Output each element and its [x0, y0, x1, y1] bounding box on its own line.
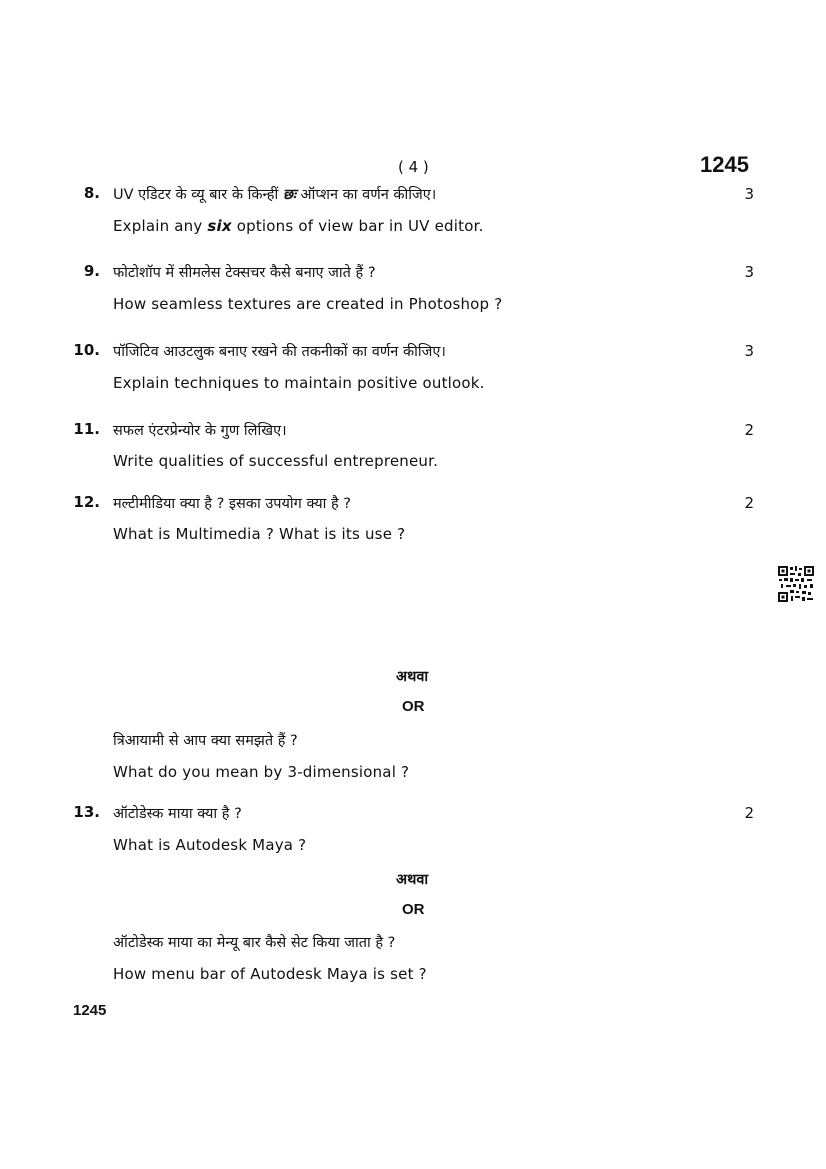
question-8-english-pre: Explain any: [113, 217, 208, 235]
question-12-english: What is Multimedia ? What is its use ?: [113, 525, 406, 543]
question-10-hindi: पॉजिटिव आउटलुक बनाए रखने की तकनीकों का वर्णन कीजिए।: [113, 344, 446, 360]
question-13-hindi: ऑटोडेस्क माया क्या है ?: [113, 806, 242, 822]
question-8-hindi: [113, 184, 436, 204]
question-13-alt-hindi: ऑटोडेस्क माया का मेन्यू बार कैसे सेट किया जाता है ?: [113, 935, 396, 951]
question-12-marks: 2: [744, 494, 754, 512]
question-10-marks: 3: [744, 342, 754, 360]
question-13-or-hindi: अथवा: [396, 872, 429, 888]
question-number-13: 13.: [73, 803, 100, 821]
question-8-hindi-pre: UV एडिटर के व्यू बार के किन्हीं: [113, 187, 283, 203]
question-number-12: 12.: [73, 493, 100, 511]
question-8-hindi-emph: छः: [282, 187, 296, 203]
qr-code-icon: [777, 565, 815, 603]
question-number-8: 8.: [83, 184, 100, 202]
question-11-hindi: सफल एंटरप्रेन्योर के गुण लिखिए।: [113, 423, 287, 439]
question-number-11: 11.: [73, 420, 100, 438]
question-8-english: [113, 217, 484, 235]
question-8-marks: 3: [744, 185, 754, 203]
question-13-alt-english: How menu bar of Autodesk Maya is set ?: [113, 965, 427, 983]
question-8-english-post: options of view bar in UV editor.: [231, 217, 484, 235]
question-13-marks: 2: [744, 804, 754, 822]
question-11-marks: 2: [744, 421, 754, 439]
question-12-or-hindi: अथवा: [396, 669, 429, 685]
question-13-or-english: OR: [402, 901, 425, 918]
paper-code-footer: 1245: [73, 1002, 107, 1019]
question-12-hindi: मल्टीमीडिया क्या है ? इसका उपयोग क्या है ?: [113, 496, 351, 512]
question-8-english-emph: six: [207, 217, 232, 235]
question-9-hindi: फोटोशॉप में सीमलेस टेक्सचर कैसे बनाए जाते हैं ?: [113, 265, 376, 281]
question-8-hindi-post: ऑप्शन का वर्णन कीजिए।: [295, 187, 437, 203]
question-9-marks: 3: [744, 263, 754, 281]
question-9-english: How seamless textures are created in Photoshop ?: [113, 295, 503, 313]
question-12-or-english: OR: [402, 698, 425, 715]
question-number-9: 9.: [83, 262, 100, 280]
paper-code-header: 1245: [700, 152, 749, 177]
question-13-english: What is Autodesk Maya ?: [113, 836, 307, 854]
question-12-alt-hindi: त्रिआयामी से आप क्या समझते हैं ?: [113, 733, 298, 749]
question-10-english: Explain techniques to maintain positive outlook.: [113, 374, 485, 392]
question-11-english: Write qualities of successful entrepreneur.: [113, 452, 439, 470]
question-12-alt-english: What do you mean by 3-dimensional ?: [113, 763, 410, 781]
question-number-10: 10.: [73, 341, 100, 359]
page-number: ( 4 ): [398, 158, 429, 176]
